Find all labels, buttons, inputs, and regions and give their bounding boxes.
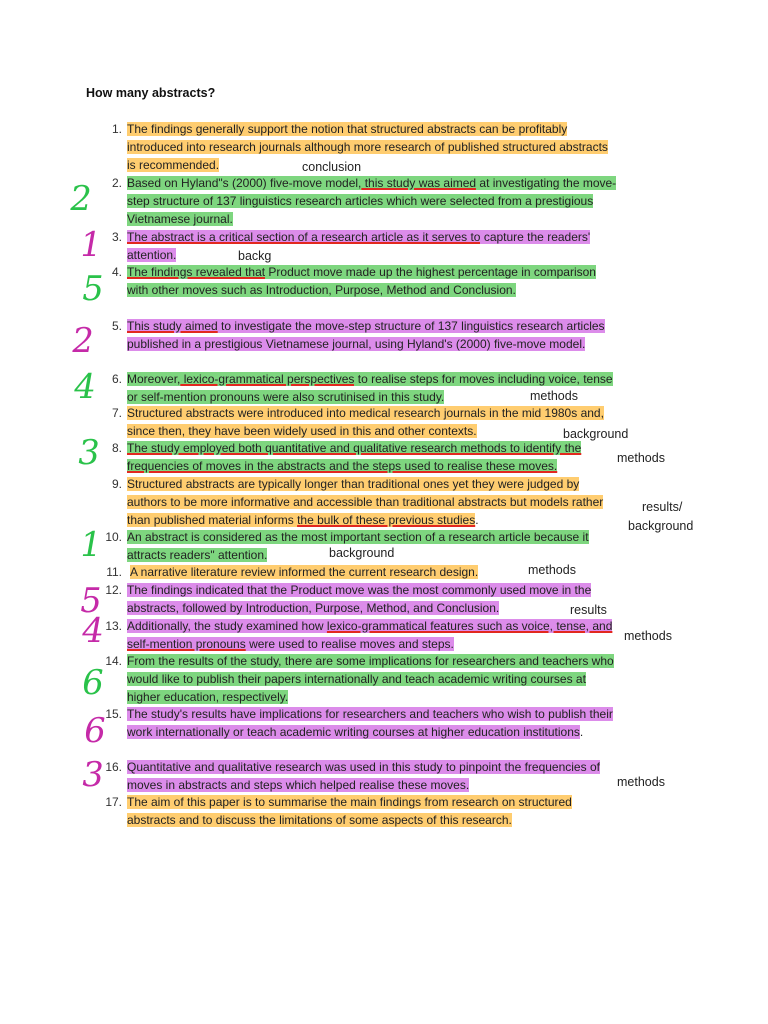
annotation-label: results/ [642, 500, 683, 514]
handwritten-number: 5 [76, 581, 106, 621]
handwritten-number: 3 [78, 755, 108, 795]
item-number: 5. [111, 319, 122, 333]
item-number: 2. [111, 176, 122, 190]
item-number: 4. [111, 265, 122, 279]
handwritten-number: 2 [68, 321, 98, 361]
handwritten-number: 4 [70, 367, 100, 407]
annotation-label: methods [624, 629, 672, 643]
item-number: 12. [105, 583, 122, 597]
item-number: 7. [111, 406, 122, 420]
item-number: 13. [105, 619, 122, 633]
item-number: 15. [105, 707, 122, 721]
item-number: 9. [111, 477, 122, 491]
handwritten-number: 5 [78, 269, 108, 309]
handwritten-number: 1 [76, 225, 106, 265]
item-text: The findings indicated that the Product move was the most commonly used move in the abstracts, followed by Introduction, Purpose, Method, and Conclusion. [127, 583, 592, 615]
item-number: 3. [111, 230, 122, 244]
annotation-label: results [570, 603, 607, 617]
handwritten-number: 4 [78, 611, 108, 651]
item-text: A narrative literature review informed the current research design. [130, 565, 479, 579]
annotation-label: methods [617, 775, 665, 789]
item-text: The findings generally support the notion that structured abstracts can be profitably introduced into research journals although more research of published structured abstracts is recommended. [127, 122, 608, 172]
item-text: Structured abstracts are typically longer than traditional ones yet they were judged by authors to be more informative and accessible than traditional abstracts but models rather than published material informs the bulk of these previous studies. [127, 477, 604, 527]
handwritten-number: 6 [78, 663, 108, 703]
item-number: 14. [105, 654, 122, 668]
handwritten-number: 2 [66, 179, 96, 219]
item-text: From the results of the study, there are some implications for researchers and teachers who would like to publish their papers internationally and teach academic writing courses at higher education, respectively. [127, 654, 614, 704]
annotation-label: background [329, 546, 395, 560]
page-title: How many abstracts? [86, 86, 216, 100]
item-number: 10. [105, 530, 122, 544]
annotation-label: backg [238, 249, 272, 263]
annotation-label: conclusion [302, 160, 362, 174]
item-text: Moreover, lexico-grammatical perspectives to realise steps for moves including voice, tense or self-mention pronouns were also scrutinised in this study. [127, 372, 613, 404]
handwritten-number: 1 [76, 525, 106, 565]
item-text: The findings revealed that Product move made up the highest percentage in comparison with other moves such as Introduction, Purpose, Method and Conclusion. [127, 265, 596, 297]
item-text: Based on Hyland"s (2000) five-move model, this study was aimed at investigating the move-step structure of 137 linguistics research articles which were selected from a prestigious Vietnamese journal. [127, 176, 617, 226]
handwritten-number: 3 [74, 433, 104, 473]
item-number: 16. [105, 760, 122, 774]
item-text: The study employed both quantitative and qualitative research methods to identify the frequencies of moves in the abstracts and the steps used to realise these moves. [127, 441, 582, 473]
item-number: 1. [111, 122, 122, 136]
item-text: The aim of this paper is to summarise the main findings from research on structured abstracts and to discuss the limitations of some aspects of this research. [127, 795, 572, 827]
handwritten-number: 6 [80, 711, 110, 751]
item-text: Additionally, the study examined how lexico-grammatical features such as voice, tense, and self-mention pronouns were used to realise moves and steps. [127, 619, 613, 651]
item-text: The abstract is a critical section of a research article as it serves to capture the readers' attention. [127, 230, 591, 262]
item-number: 6. [111, 372, 122, 386]
item-text: The study's results have implications for researchers and teachers who wish to publish their work internationally or teach academic writing courses at higher education institutions. [127, 707, 613, 739]
annotation-label: background [628, 519, 694, 533]
item-number: 17. [105, 795, 122, 809]
item-number: 8. [111, 441, 122, 455]
annotation-label: methods [617, 451, 665, 465]
item-text: This study aimed to investigate the move-step structure of 137 linguistics research articles published in a prestigious Vietnamese journal, using Hyland's (2000) five-move model. [127, 319, 605, 351]
annotation-label: methods [528, 563, 576, 577]
item-text: Quantitative and qualitative research was used in this study to pinpoint the frequencies of moves in abstracts and steps which helped realise these moves. [127, 760, 600, 792]
annotation-label: methods [530, 389, 578, 403]
item-number: 11. [106, 565, 122, 579]
item-text: An abstract is considered as the most important section of a research article because it attracts readers" attention. [127, 530, 589, 562]
annotation-label: background [563, 427, 629, 441]
item-text: Structured abstracts were introduced into medical research journals in the mid 1980s and, since then, they have been widely used in this and other contexts. [127, 406, 604, 438]
